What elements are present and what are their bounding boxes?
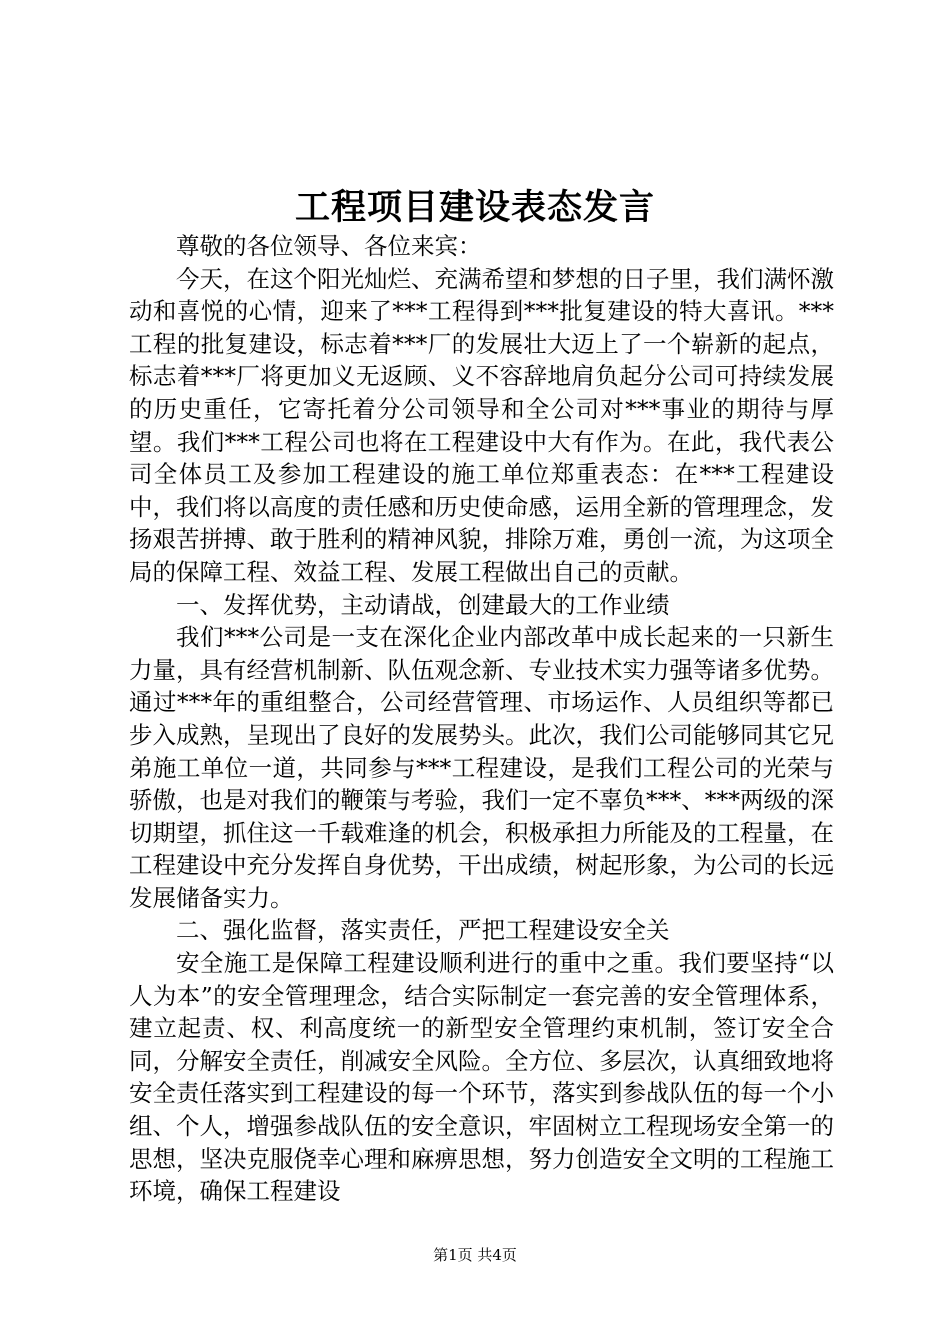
salutation-paragraph: 尊敬的各位领导、各位来宾： bbox=[176, 232, 482, 260]
document-title: 工程项目建设表态发言 bbox=[294, 187, 655, 228]
section-heading: 二、强化监督，落实责任，严把工程建设安全关 bbox=[176, 916, 670, 945]
body-paragraph: 今天，在这个阳光灿烂、充满希望和梦想的日子里，我们满怀激动和喜悦的心情，迎来了***工程得到***批复建设的特大喜讯。***工程的批复建设，标志着***厂的发展壮大迈上了一个崭新的起点，标志着***厂将更加义无返顾、义不容辞地肩负起分公司可持续发展的历史重任，它寄托着分公司领导和全公司对***事业的期待与厚望。我们***工程公司也将在工程建设中大有作为。在此，我代表公司全体员工及参加工程建设的施工单位郑重表态：在***工程建设中，我们将以高度的责任感和历史使命感，运用全新的管理理念，发扬艰苦拼搏、敢于胜利的精神风貌，排除万难，勇创一流，为这项全局的保障工程、效益工程、发展工程做出自己的贡献。 bbox=[129, 264, 834, 586]
page-number-footer: 第1页 共4页 bbox=[433, 1246, 517, 1264]
body-paragraph: 我们***公司是一支在深化企业内部改革中成长起来的一只新生力量，具有经营机制新、队伍观念新、专业技术实力强等诸多优势。通过***年的重组整合，公司经营管理、市场运作、人员组织等都已步入成熟，呈现出了良好的发展势头。此次，我们公司能够同其它兄弟施工单位一道，共同参与***工程建设，是我们工程公司的光荣与骄傲，也是对我们的鞭策与考验，我们一定不辜负***、***两级的深切期望，抓住这一千载难逢的机会，积极承担力所能及的工程量，在工程建设中充分发挥自身优势，干出成绩，树起形象，为公司的长远发展储备实力。 bbox=[129, 623, 834, 912]
document-body bbox=[129, 230, 834, 1208]
section-heading: 一、发挥优势，主动请战，创建最大的工作业绩 bbox=[176, 590, 670, 619]
body-paragraph: 安全施工是保障工程建设顺利进行的重中之重。我们要坚持“以人为本”的安全管理理念，结合实际制定一套完善的安全管理体系，建立起责、权、利高度统一的新型安全管理约束机制，签订安全合同，分解安全责任，削减安全风险。全方位、多层次，认真细致地将安全责任落实到工程建设的每一个环节，落实到参战队伍的每一个小组、个人，增强参战队伍的安全意识，牢固树立工程现场安全第一的思想，坚决克服侥幸心理和麻痹思想，努力创造安全文明的工程施工环境，确保工程建设 bbox=[129, 949, 834, 1206]
